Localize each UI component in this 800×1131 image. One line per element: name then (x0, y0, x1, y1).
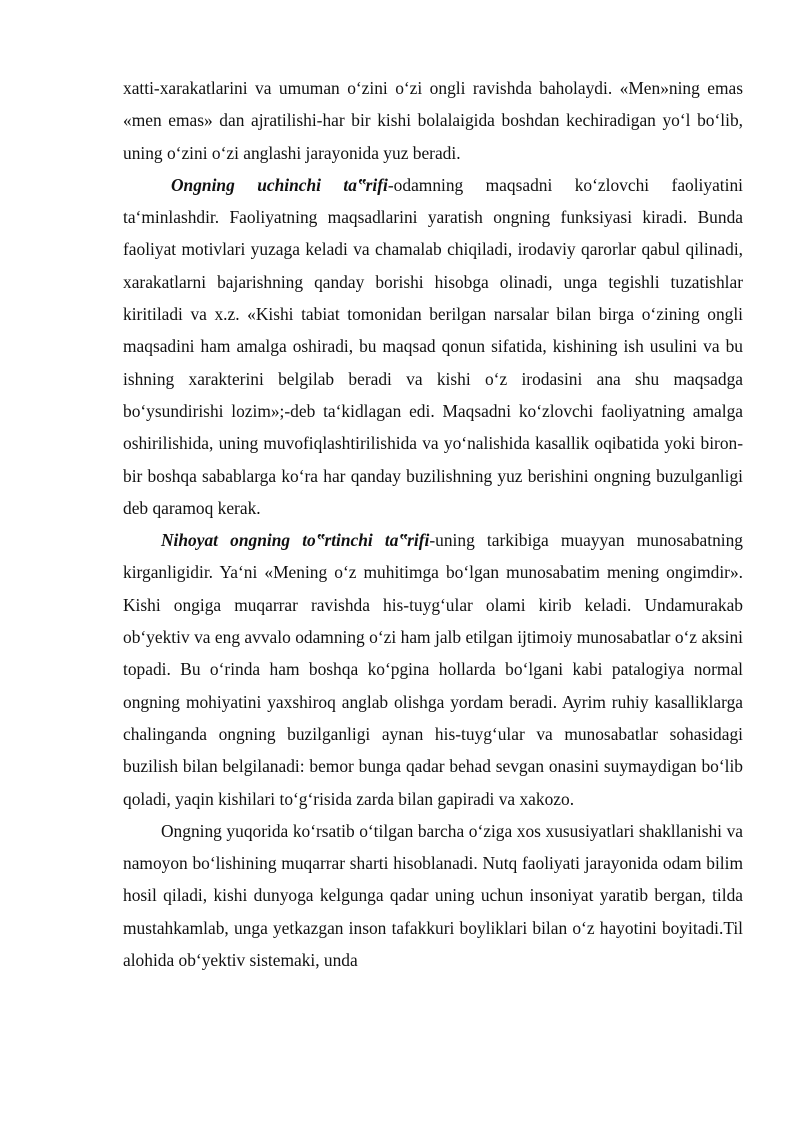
paragraph-1 (123, 72, 743, 169)
paragraph-3-term: Nihoyat ongning to‟rtinchi ta‟rifi (161, 530, 430, 551)
paragraph-3 (123, 524, 743, 815)
paragraph-4 (123, 815, 743, 976)
paragraph-2-text: -odamning maqsadni ko‘zlovchi faoliyatini ta‘minlashdir. Faoliyatning maqsadlarini yaratish ongning funksiyasi kiradi. Bunda faoliyat motivlari yuzaga keladi va chamalab chiqiladi, irodaviy qarorlar qabul qilinadi, xarakatlarni bajarishning qanday borishi hisobga olinadi, unga tegishli tuzatishlar kiritiladi va x.z. «Kishi tabiat tomonidan berilgan narsalar bilan birga o‘zining ongli maqsadini ham amalga oshiradi, bu maqsad qonun sifatida, kishining ish usulini va bu ishning xarakterini belgilab beradi va kishi o‘z irodasini ana shu maqsadga bo‘ysundirishi lozim»;-deb ta‘kidlagan edi. Maqsadni ko‘zlovchi faoliyatning amalga oshirilishida, uning muvofiqlashtirilishida va yo‘nalishida kasallik oqibatida yoki biron-bir boshqa sabablarga ko‘ra har qanday buzilishning yuz berishini ongning buzulganligi deb qaramoq kerak. (123, 174, 743, 518)
document-body (123, 72, 743, 976)
paragraph-4-text: Ongning yuqorida ko‘rsatib o‘tilgan barcha o‘ziga xos xususiyatlari shakllanishi va namoyon bo‘lishining muqarrar sharti hisoblanadi. Nutq faoliyati jarayonida odam bilim hosil qiladi, kishi dunyoga kelgunga qadar uning uchun insoniyat yaratib bergan, tilda mustahkamlab, unga yetkazgan inson tafakkuri boyliklari bilan o‘z hayotini boyitadi.Til alohida ob‘yektiv sistemaki, unda (123, 820, 743, 971)
paragraph-3-text: -uning tarkibiga muayyan munosabatning kirganligidir. Ya‘ni «Mening o‘z muhitimga bo‘lgan munosabatim mening ongimdir». Kishi ongiga muqarrar ravishda his-tuyg‘ular olami kirib keladi. Undamurakab ob‘yektiv va eng avvalo odamning o‘zi ham jalb etilgan ijtimoiy munosabatlar o‘z aksini topadi. Bu o‘rinda ham boshqa ko‘pgina hollarda bo‘lgani kabi patalogiya normal ongning mohiyatini yaxshiroq anglab olishga yordam beradi. Ayrim ruhiy kasalliklarga chalinganda ongning buzilganligi aynan his-tuyg‘ular va munosabatlar sohasidagi buzilish bilan belgilanadi: bemor bunga qadar behad sevgan onasini suymaydigan bo‘lib qoladi, yaqin kishilari to‘g‘risida zarda bilan gapiradi va xakozo. (123, 530, 743, 809)
paragraph-1-text: xatti-xarakatlarini va umuman o‘zini o‘zi ongli ravishda baholaydi. «Men»ning emas «men emas» dan ajratilishi-har bir kishi bolalaigida boshdan kechiradigan yo‘l bo‘lib, uning o‘zini o‘zi anglashi jarayonida yuz beradi. (123, 78, 743, 163)
paragraph-2 (123, 169, 743, 524)
paragraph-2-term: Ongning uchinchi ta‟rifi (171, 174, 388, 195)
